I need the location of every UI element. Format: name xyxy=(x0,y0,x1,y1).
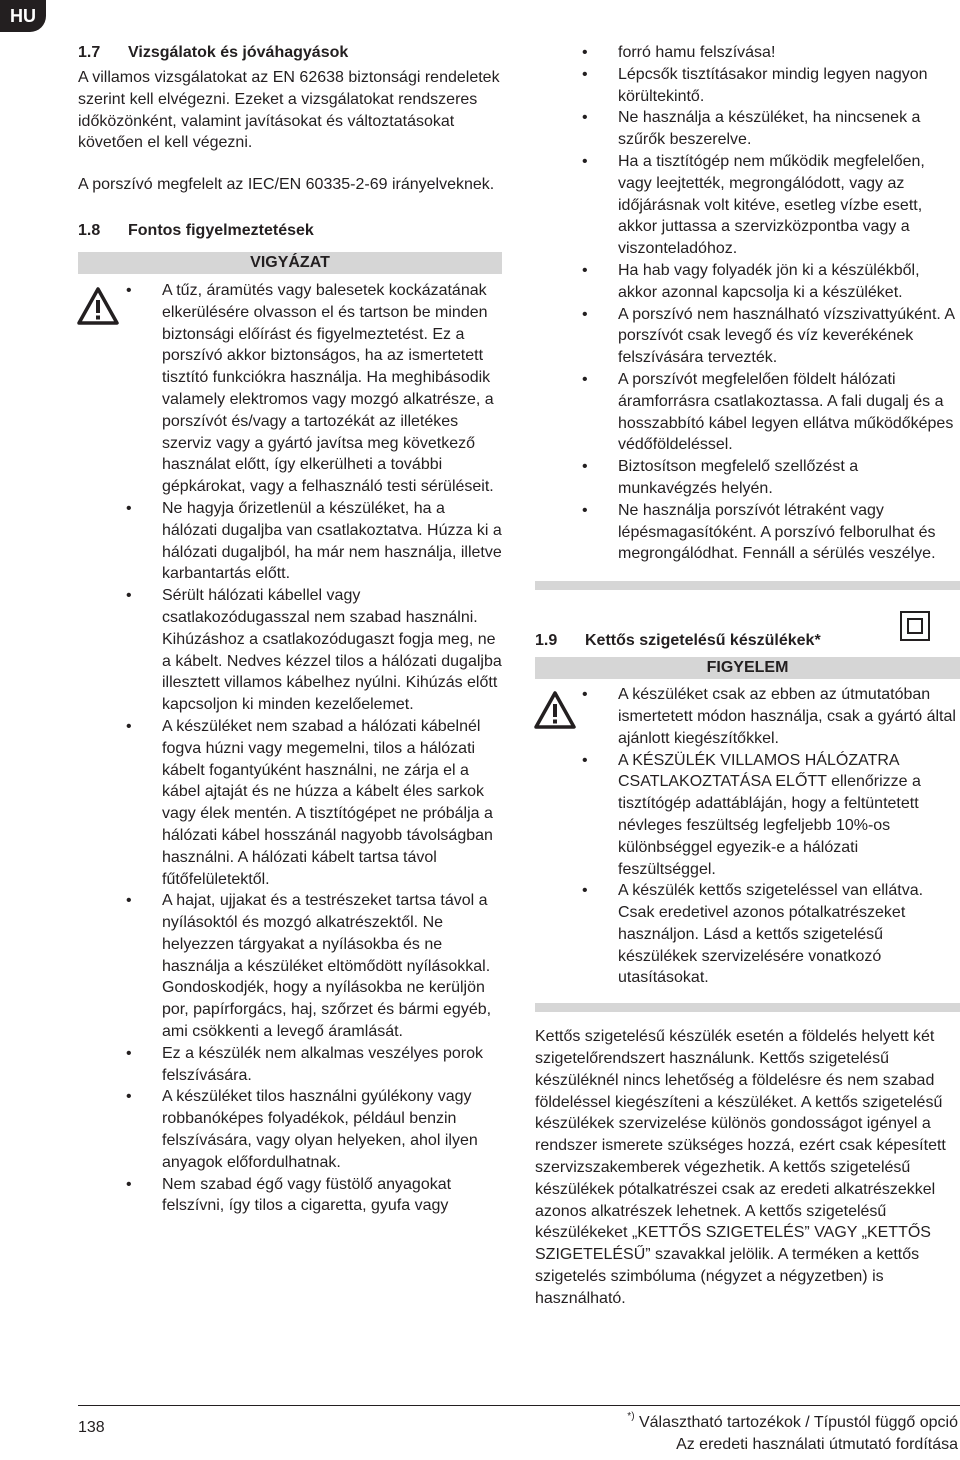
list-item: • Biztosítson megfelelő szellőzést a munkavégzés helyén. xyxy=(618,456,960,500)
footnote-mark: *) xyxy=(627,1411,635,1422)
right-column xyxy=(535,42,960,1310)
section-end-bar xyxy=(535,581,960,590)
list-item: • A készüléket csak az ebben az útmutatóban ismertetett módon használja, csak a gyártó által ajánlott kiegészítőkkel. xyxy=(618,684,960,749)
language-badge: HU xyxy=(0,0,46,32)
list-item: • Ne használja porszívót létraként vagy lépésmagasítóként. A porszívó felborulhat és megrongálódhat. Fennáll a sérülés veszélye. xyxy=(618,500,960,565)
footnote-text: Választható tartozékok / Típustól függő opció xyxy=(638,1414,958,1431)
notice-label-bar: FIGYELEM xyxy=(535,657,960,679)
list-item: • Ne használja a készüléket, ha nincsenek a szűrők beszerelve. xyxy=(618,107,960,151)
warning-label-bar: VIGYÁZAT xyxy=(78,252,502,274)
footer-divider xyxy=(78,1405,960,1406)
list-item: • A készüléket nem szabad a hálózati kábelnél fogva húzni vagy megemelni, tilos a hálózati kábelt fogantyúként használni, ne zárja el a kábel ajtaját és ne húzza a kábelt éles sarkok vagy élek mentén. A tisztítógépet ne próbálja a hálózati kábel hosszánál nagyobb távolságban használni. A hálózati kábelt tartsa távol fűtőfelületektől. xyxy=(162,716,502,890)
notice-list xyxy=(535,684,960,989)
list-item: • A készüléket tilos használni gyúlékony vagy robbanóképes folyadékok, például benzin felszívására, vagy olyan helyeken, ahol ilyen anyagok előfordulhatnak. xyxy=(162,1086,502,1173)
double-insulation-paragraph: Kettős szigetelésű készülék esetén a földelés helyett két szigetelőrendszert használunk. Kettős szigetelésű készüléknél nincs lehetőség a földelésre és nem szabad földeléssel kiegészíteni a készüléket. A kettős szigetelésű készülékek szervizelése különös gondosságot igényel a rendszer ismerete szükséges hozzá, ezért csak képesített szervizszakemberek végezhetik. A kettős szigetelésű készülékek pótalkatrészei csak az eredeti alkatrészekkel azonos alkatrészek lehetnek. A kettős szigetelésű készülékeket „KETTŐS SZIGETELÉS” VAGY „KETTŐS SZIGETELÉSŰ” szavakkal jelölik. A terméken a kettős szigetelés szimbóluma (négyzet a négyzetben) is használható. xyxy=(535,1028,946,1307)
notice-block xyxy=(535,684,960,989)
list-item: • Sérült hálózati kábellel vagy csatlakozódugasszal nem szabad használni. Kihúzáshoz a csatlakozódugaszt fogja meg, ne a kábelt. Nedves kézzel tilos a hálózati dugaljba illesztett villamos kábelhez nyúlni. Kihúzás előtt kapcsoljon ki minden kezelőelemet. xyxy=(162,585,502,716)
list-item: • Ha a tisztítógép nem működik megfelelően, vagy leejtették, megrongálódott, vagy az időjárásnak volt kitéve, esetleg vízbe esett, akkor juttassa a szervizközpontba vagy a viszonteladóhoz. xyxy=(618,151,960,260)
list-item: • A KÉSZÜLÉK VILLAMOS HÁLÓZATRA CSATLAKOZTATÁSA ELŐTT ellenőrizze a tisztítógép adattábláján, hogy a feltüntetett névleges feszültség legfeljebb 10%-os különbséggel egyezik-e a hálózati feszültséggel. xyxy=(618,750,960,881)
list-item: • A hajat, ujjakat és a testrészeket tartsa távol a nyílásoktól és mozgó alkatrészektől. Ne helyezzen tárgyakat a nyílásokba és ne használja a készüléket eltömődött nyílásokkal. Gondoskodjék, hogy a nyílásokba ne kerüljön por, papírforgács, haj, szőrzet és bármi egyéb, ami csökkenti a levegő áramlását. xyxy=(162,890,502,1043)
footnote xyxy=(627,1412,958,1434)
list-item: • A porszívó nem használható vízszivattyúként. A porszívót csak levegő és víz keverékének felszívására tervezték. xyxy=(618,304,960,369)
section-end-bar xyxy=(535,1003,960,1012)
list-item: • Ha hab vagy folyadék jön ki a készülékből, akkor azonnal kapcsolja ki a készüléket. xyxy=(618,260,960,304)
section-number: 1.7 xyxy=(78,44,101,61)
section-number: 1.8 xyxy=(78,221,101,239)
double-insulation-icon xyxy=(900,611,930,641)
list-item: • Nem szabad égő vagy füstölő anyagokat felszívni, így tilos a cigaretta, gyufa vagy xyxy=(162,1174,502,1218)
continued-text: • forró hamu felszívása! xyxy=(618,42,960,64)
left-column xyxy=(78,42,502,1217)
warning-list xyxy=(78,280,502,1217)
footer-notes xyxy=(627,1412,958,1456)
test-paragraph: A villamos vizsgálatokat az EN 62638 biztonsági rendeletek szerint kell elvégezni. Ezeket a vizsgálatokat rendszeres időközönként, valamint javításokat és változtatásokat követően el kell végezni. xyxy=(78,69,500,152)
page-number: 138 xyxy=(78,1419,105,1436)
section-1-9-heading xyxy=(535,630,960,652)
compliance-paragraph: A porszívó megfelelt az IEC/EN 60335-2-69 irányelveknek. xyxy=(78,176,495,194)
section-number: 1.9 xyxy=(535,632,558,650)
continued-warning-list xyxy=(535,42,960,565)
section-title: Vizsgálatok és jóváhagyások xyxy=(128,44,349,61)
section-title: Kettős szigetelésű készülékek* xyxy=(585,632,821,650)
list-item: • Lépcsők tisztításakor mindig legyen nagyon körültekintő. xyxy=(618,64,960,108)
section-1-7-heading xyxy=(78,42,502,64)
translation-note: Az eredeti használati útmutató fordítása xyxy=(676,1436,958,1453)
list-item: • A porszívót megfelelően földelt hálózati áramforrásra csatlakoztassa. A fali dugalj és a hosszabbító kábel legyen ellátva működőképes védőföldeléssel. xyxy=(618,369,960,456)
list-item: • A tűz, áramütés vagy balesetek kockázatának elkerülésére olvasson el és tartson be minden biztonsági előírást és figyelmeztetést. Ez a porszívó akkor biztonságos, ha az ismertetett tisztító funkciókra használja. Ha meghibásodik valamely elektromos vagy mozgó alkatrésze, a porszívót és/vagy a tartozékát az illetékes szerviz vagy a gyártó javítsa meg következő használat előtt, így elkerülheti a további gépkárokat, vagy a felhasználó testi sérüléseit. xyxy=(162,280,502,498)
warning-triangle-icon xyxy=(533,690,577,730)
section-1-8-heading xyxy=(78,220,502,242)
list-item: • Ne hagyja őrizetlenül a készüléket, ha a hálózati dugaljba van csatlakoztatva. Húzza ki a hálózati dugaljból, ha már nem használja, illetve karbantartás előtt. xyxy=(162,498,502,585)
section-title: Fontos figyelmeztetések xyxy=(128,221,314,239)
warning-triangle-icon xyxy=(76,286,120,326)
list-item: • A készülék kettős szigeteléssel van ellátva. Csak eredetivel azonos pótalkatrészeket használjon. Lásd a kettős szigetelésű készülékek szervizelésére vonatkozó utasításokat. xyxy=(618,880,960,989)
warning-block xyxy=(78,280,502,1217)
list-item: • Ez a készülék nem alkalmas veszélyes porok felszívására. xyxy=(162,1043,502,1087)
